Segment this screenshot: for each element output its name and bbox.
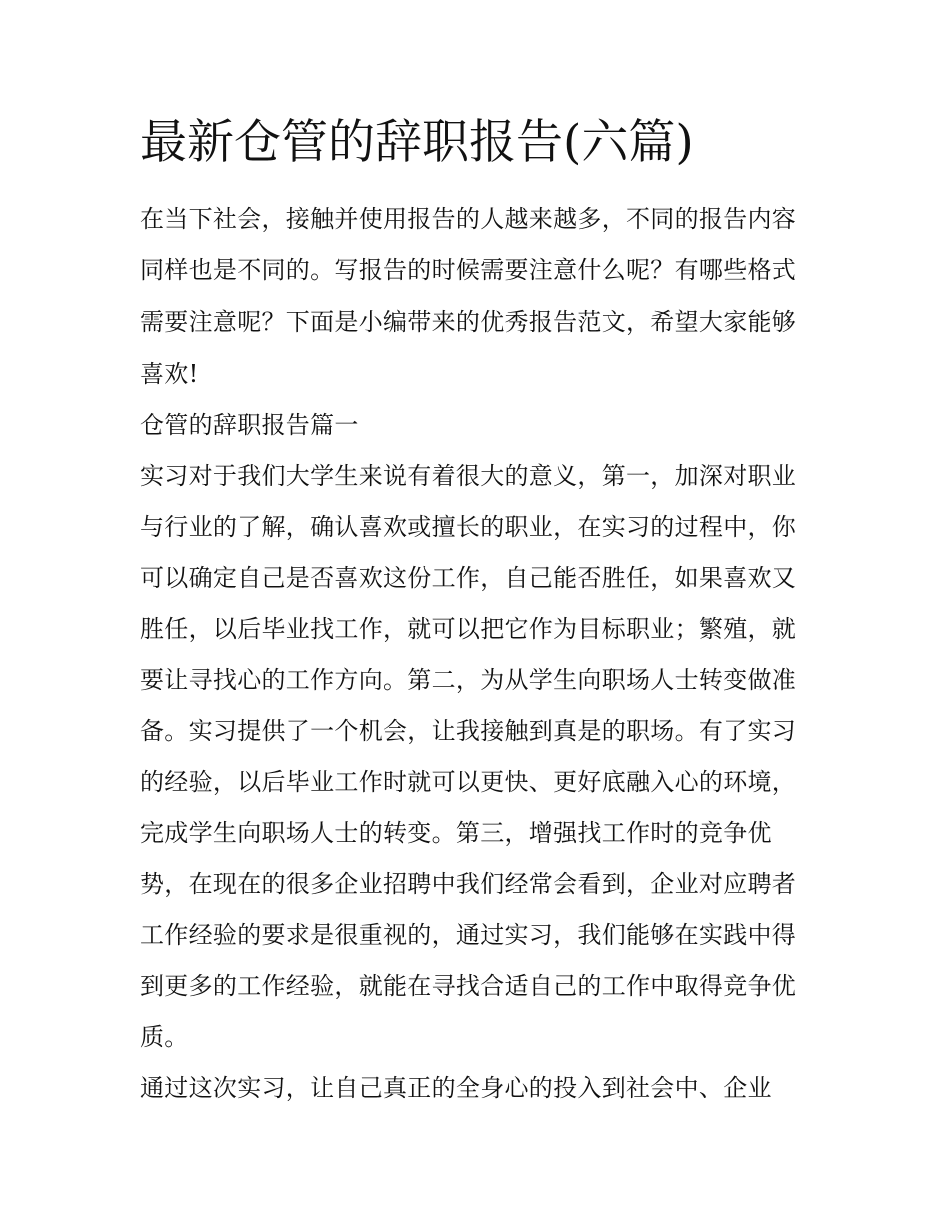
body-line-5: 要让寻找心的工作方向。第二，为从学生向职场人士转变做准 — [140, 666, 797, 694]
body-line-12: 质。 — [140, 1023, 189, 1051]
body-line-6: 备。实习提供了一个机会，让我接触到真是的职场。有了实习 — [140, 717, 797, 745]
section-heading-1: 仓管的辞职报告篇一 — [140, 411, 359, 439]
intro-line-1: 在当下社会，接触并使用报告的人越来越多，不同的报告内容 — [140, 205, 797, 233]
body-line-3: 可以确定自己是否喜欢这份工作，自己能否胜任，如果喜欢又 — [140, 564, 797, 592]
body-line-13: 通过这次实习，让自己真正的全身心的投入到社会中、企业 — [140, 1074, 772, 1102]
body-line-2: 与行业的了解，确认喜欢或擅长的职业，在实习的过程中，你 — [140, 513, 797, 541]
body-line-7: 的经验，以后毕业工作时就可以更快、更好底融入心的环境， — [140, 768, 797, 796]
body-line-9: 势，在现在的很多企业招聘中我们经常会看到，企业对应聘者 — [140, 870, 797, 898]
body-line-10: 工作经验的要求是很重视的，通过实习，我们能够在实践中得 — [140, 921, 797, 949]
document-title: 最新仓管的辞职报告(六篇) — [140, 115, 694, 170]
body-line-4: 胜任，以后毕业找工作，就可以把它作为目标职业；繁殖，就 — [140, 615, 797, 643]
body-line-1: 实习对于我们大学生来说有着很大的意义，第一，加深对职业 — [140, 462, 797, 490]
intro-line-3: 需要注意呢？下面是小编带来的优秀报告范文，希望大家能够 — [140, 308, 797, 336]
intro-line-4: 喜欢! — [140, 360, 199, 388]
body-line-11: 到更多的工作经验，就能在寻找合适自己的工作中取得竞争优 — [140, 972, 797, 1000]
intro-line-2: 同样也是不同的。写报告的时候需要注意什么呢？有哪些格式 — [140, 256, 797, 284]
body-line-8: 完成学生向职场人士的转变。第三，增强找工作时的竞争优 — [140, 819, 772, 847]
